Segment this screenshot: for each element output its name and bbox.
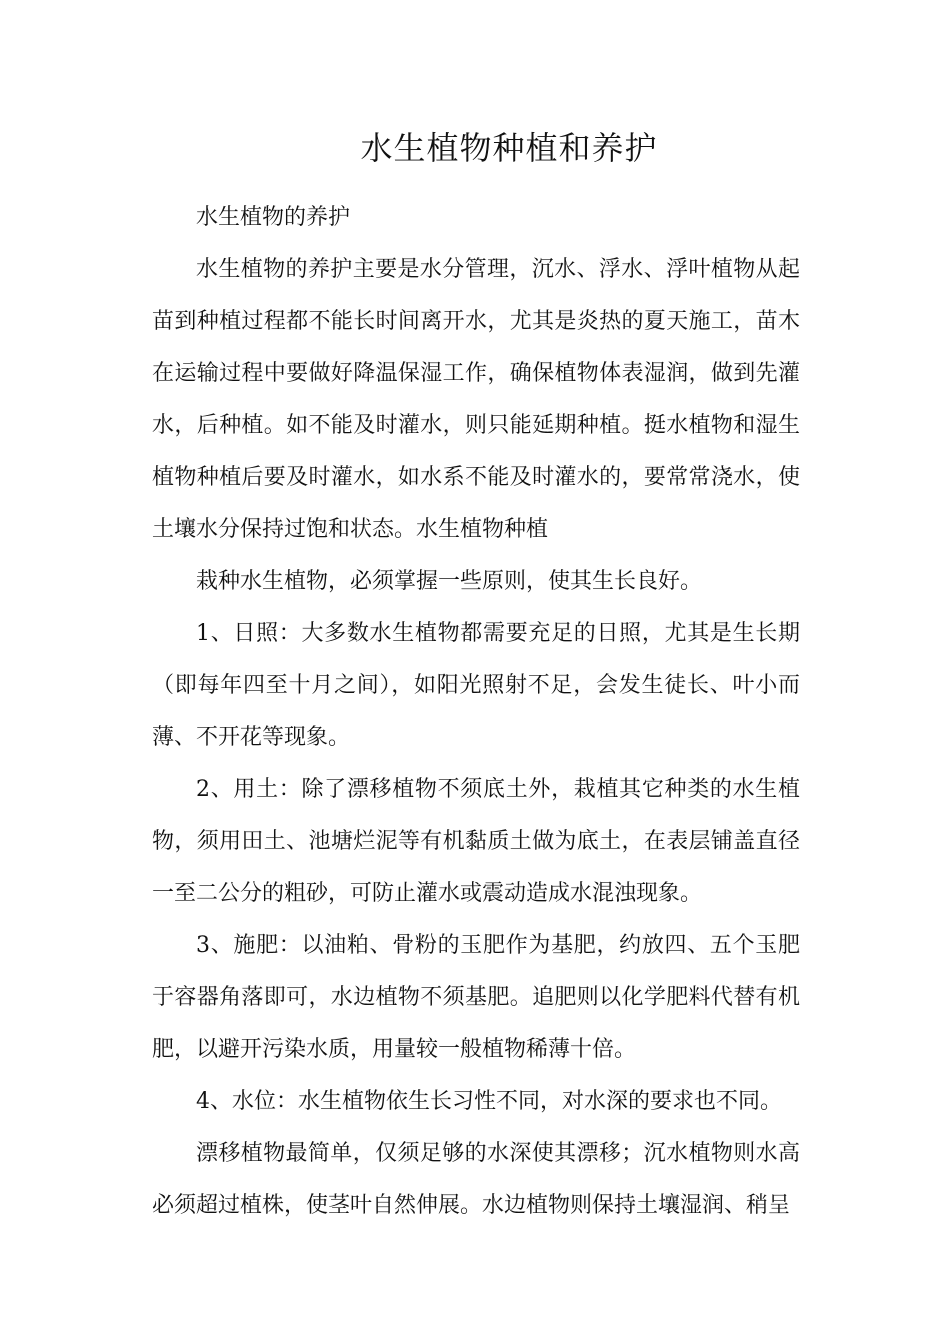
- document-body: [152, 192, 800, 1232]
- paragraph-soil: 2、用土：除了漂移植物不须底土外，栽植其它种类的水生植物，须用田土、池塘烂泥等有机黏质土做为底土，在表层铺盖直径一至二公分的粗砂，可防止灌水或震动造成水混浊现象。: [152, 777, 800, 906]
- paragraph-subheading-care: 水生植物的养护: [196, 205, 351, 230]
- paragraph-floating-plants: 漂移植物最简单，仅须足够的水深使其漂移；沉水植物则水高必须超过植株，使茎叶自然伸展。水边植物则保持土壤湿润、稍呈: [152, 1141, 800, 1218]
- paragraph-fertilizer: 3、施肥：以油粕、骨粉的玉肥作为基肥，约放四、五个玉肥于容器角落即可，水边植物不须基肥。追肥则以化学肥料代替有机肥，以避开污染水质，用量较一般植物稀薄十倍。: [152, 933, 800, 1062]
- paragraph-water-level: 4、水位：水生植物依生长习性不同，对水深的要求也不同。: [196, 1089, 782, 1114]
- paragraph-water-management: 水生植物的养护主要是水分管理，沉水、浮水、浮叶植物从起苗到种植过程都不能长时间离开水，尤其是炎热的夏天施工，苗木在运输过程中要做好降温保湿工作，确保植物体表湿润，做到先灌水，后种植。如不能及时灌水，则只能延期种植。挺水植物和湿生植物种植后要及时灌水，如水系不能及时灌水的，要常常浇水，使土壤水分保持过饱和状态。水生植物种植: [152, 257, 800, 542]
- document-title: 水生植物种植和养护: [360, 129, 658, 167]
- paragraph-sunlight: 1、日照：大多数水生植物都需要充足的日照，尤其是生长期（即每年四至十月之间），如阳光照射不足，会发生徒长、叶小而薄、不开花等现象。: [152, 621, 800, 750]
- paragraph-planting-principles: 栽种水生植物，必须掌握一些原则，使其生长良好。: [196, 569, 703, 594]
